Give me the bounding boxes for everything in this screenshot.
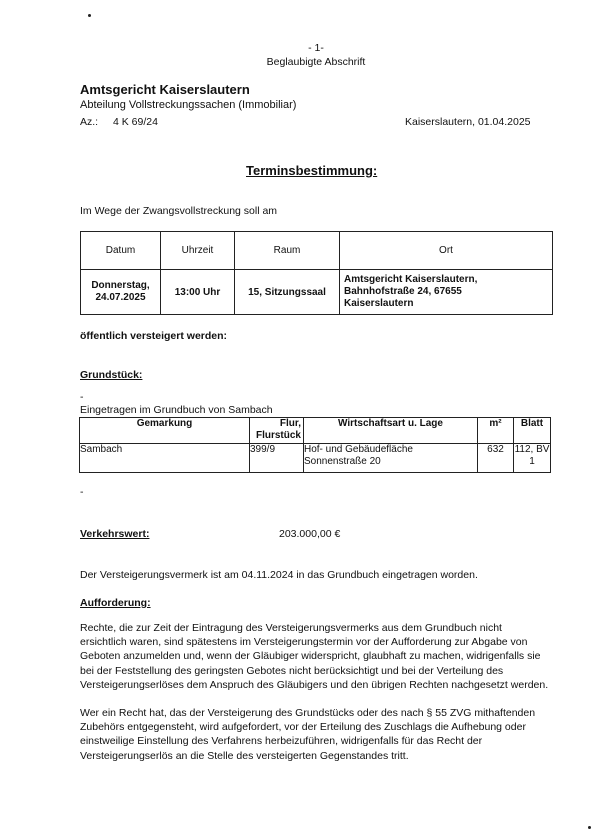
cell-gemarkung: Sambach <box>80 444 250 473</box>
header-uhrzeit: Uhrzeit <box>161 232 235 270</box>
case-number-label: Az.: <box>80 116 99 128</box>
header-raum: Raum <box>235 232 340 270</box>
registration-note: Der Versteigerungsvermerk ist am 04.11.2024 in das Grundbuch eingetragen worden. <box>80 569 478 581</box>
header-datum: Datum <box>81 232 161 270</box>
cell-m2: 632 <box>478 444 514 473</box>
cell-flur: 399/9 <box>250 444 304 473</box>
scan-speck <box>88 14 91 17</box>
cell-wirtschaftsart <box>304 444 478 473</box>
header-flur-line-1: Flur, <box>279 418 301 429</box>
header-ort: Ort <box>340 232 553 270</box>
page-number: - 1- <box>308 42 324 54</box>
appointment-date-weekday: Donnerstag, <box>91 280 150 291</box>
header-gemarkung: Gemarkung <box>80 418 250 444</box>
blatt-line-1: 112, BV <box>514 444 550 455</box>
wirtschaftsart-line-2: Sonnenstraße 20 <box>304 456 381 467</box>
header-flur <box>250 418 304 444</box>
place-line-3: Kaiserslautern <box>344 298 414 309</box>
dash-marker: - <box>80 391 84 403</box>
auction-statement: öffentlich versteigert werden: <box>80 330 228 342</box>
property-table <box>79 417 551 473</box>
appointment-place <box>340 270 553 315</box>
intro-text: Im Wege der Zwangsvollstreckung soll am <box>80 205 278 217</box>
place-line-2: Bahnhofstraße 24, 67655 <box>344 286 462 297</box>
paragraph-objection: Wer ein Recht hat, das der Versteigerung des Grundstücks oder des nach § 55 ZVG mithaftenden Zubehörs entgegensteht, wird aufgefordert, vor der Erteilung des Zuschlags die Aufhebung oder einstweilige Einstellung des Verfahrens herbeizuführen, widrigenfalls für das Recht der Versteigerungserlös an die Stelle des versteigerten Gegenstandes tritt. <box>80 707 536 762</box>
document-title: Terminsbestimmung: <box>246 163 378 178</box>
market-value: 203.000,00 € <box>279 528 341 540</box>
cell-blatt <box>514 444 551 473</box>
header-flur-line-2: Flurstück <box>255 430 301 441</box>
case-number: 4 K 69/24 <box>113 116 158 128</box>
court-name: Amtsgericht Kaiserslautern <box>80 82 250 97</box>
market-value-label: Verkehrswert: <box>80 528 150 540</box>
register-text: Eingetragen im Grundbuch von Sambach <box>80 404 273 416</box>
appointment-date-value: 24.07.2025 <box>95 292 146 303</box>
scan-speck <box>588 826 591 829</box>
place-date: Kaiserslautern, 01.04.2025 <box>405 116 531 128</box>
appointment-table <box>80 231 553 315</box>
header-wirtschaftsart: Wirtschaftsart u. Lage <box>304 418 478 444</box>
blatt-line-2: 1 <box>529 456 535 467</box>
place-line-1: Amtsgericht Kaiserslautern, <box>344 274 478 285</box>
dash-marker: - <box>80 486 84 498</box>
certified-copy-label: Beglaubigte Abschrift <box>266 56 366 68</box>
wirtschaftsart-line-1: Hof- und Gebäudefläche <box>304 444 413 455</box>
paragraph-rights: Rechte, die zur Zeit der Eintragung des Versteigerungsvermerks aus dem Grundbuch nicht ersichtlich waren, sind spätestens im Versteigerungstermin vor der Aufforderung zur Abgabe von Geboten anzumelden und, wenn der Gläubiger widerspricht, glaubhaft zu machen, widrigenfalls sie bei der Feststellung des geringsten Gebotes nicht berücksichtigt und bei der Verteilung des Versteigerungserlöses dem Anspruch des Gläubigers und den übrigen Rechten nachgesetzt werden. <box>80 622 549 691</box>
appointment-date <box>81 270 161 315</box>
appointment-room: 15, Sitzungssaal <box>235 270 340 315</box>
header-blatt: Blatt <box>514 418 551 444</box>
property-heading: Grundstück: <box>80 369 143 381</box>
request-heading: Aufforderung: <box>80 597 151 609</box>
department: Abteilung Vollstreckungssachen (Immobiliar) <box>80 99 297 111</box>
header-m2: m² <box>478 418 514 444</box>
appointment-time: 13:00 Uhr <box>161 270 235 315</box>
